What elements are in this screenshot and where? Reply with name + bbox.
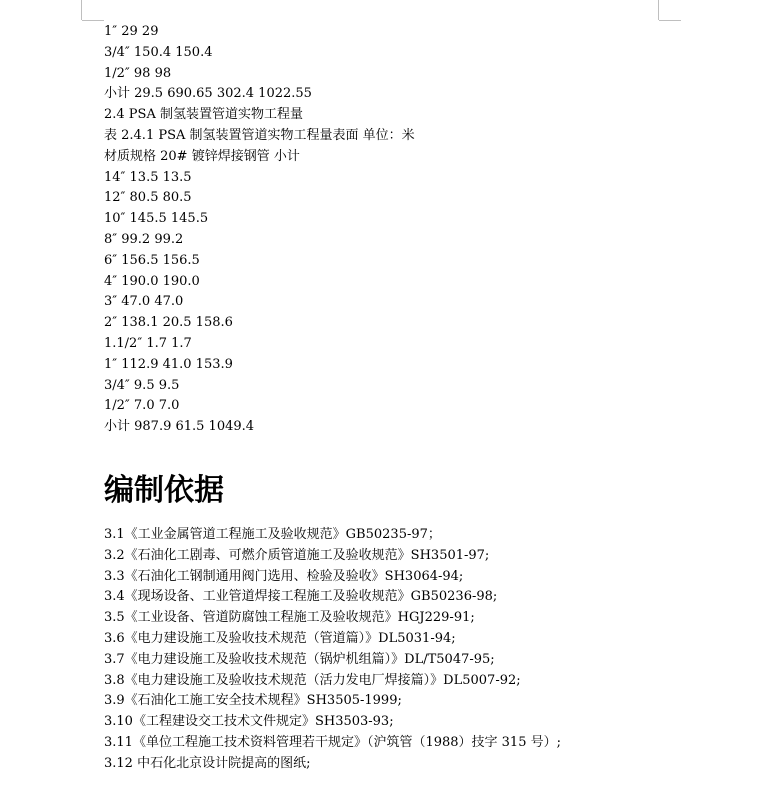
table-row-1-1-2in: 1.1/2″ 1.7 1.7 [104, 335, 192, 351]
crop-mark-top-left-horizontal [82, 20, 104, 21]
crop-mark-top-left-vertical [81, 0, 82, 20]
table-row-8in: 8″ 99.2 99.2 [104, 231, 184, 247]
table-row-10in: 10″ 145.5 145.5 [104, 211, 209, 227]
table-row-1-2in: 1/2″ 7.0 7.0 [104, 398, 180, 414]
basis-item-3-2: 3.2《石油化工剧毒、可燃介质管道施工及验收规范》SH3501-97; [104, 547, 490, 563]
table-row-12in: 12″ 80.5 80.5 [104, 190, 192, 206]
table-row-14in: 14″ 13.5 13.5 [104, 169, 192, 185]
basis-item-3-10: 3.10《工程建设交工技术文件规定》SH3503-93; [104, 714, 394, 730]
basis-item-3-3: 3.3《石油化工钢制通用阀门选用、检验及验收》SH3064-94; [104, 568, 464, 584]
table-2-4-1-caption: 表 2.4.1 PSA 制氢装置管道实物工程量表面 单位：米 [104, 127, 415, 143]
section-heading-basis: 编制依据 [104, 472, 224, 508]
table-row-4in: 4″ 190.0 190.0 [104, 273, 200, 289]
table-subtotal: 小计 987.9 61.5 1049.4 [104, 419, 255, 435]
paragraph-gap [104, 438, 704, 471]
basis-item-3-11: 3.11《单位工程施工技术资料管理若干规定》（沪筑管（1988）技字 315 号）; [104, 734, 561, 750]
document-page [104, 22, 704, 775]
basis-item-3-1: 3.1《工业金属管道工程施工及验收规范》GB50235-97； [104, 526, 441, 542]
basis-item-3-6: 3.6《电力建设施工及验收技术规范（管道篇）》DL5031-94; [104, 630, 456, 646]
section-2-4-title: 2.4 PSA 制氢装置管道实物工程量 [104, 107, 303, 123]
basis-item-3-9: 3.9《石油化工施工安全技术规程》SH3505-1999; [104, 693, 402, 709]
table-row-3in: 3″ 47.0 47.0 [104, 294, 184, 310]
pipe-line-1in: 1″ 29 29 [104, 24, 159, 39]
pipe-line-3-4in: 3/4″ 150.4 150.4 [104, 44, 213, 60]
basis-item-3-8: 3.8《电力建设施工及验收技术规范（活力发电厂焊接篇）》DL5007-92; [104, 672, 521, 688]
table-row-3-4in: 3/4″ 9.5 9.5 [104, 377, 180, 393]
pipe-line-1-2in: 1/2″ 98 98 [104, 65, 172, 81]
basis-item-3-5: 3.5《工业设备、管道防腐蚀工程施工及验收规范》HGJ229-91; [104, 610, 475, 626]
basis-item-3-7: 3.7《电力建设施工及验收技术规范（锅炉机组篇）》DL/T5047-95; [104, 651, 495, 667]
basis-item-3-12: 3.12 中石化北京设计院提高的图纸; [104, 755, 311, 771]
table-row-6in: 6″ 156.5 156.5 [104, 252, 200, 268]
basis-item-3-4: 3.4《现场设备、工业管道焊接工程施工及验收规范》GB50236-98; [104, 589, 498, 605]
crop-mark-top-right-vertical [658, 0, 659, 20]
table-row-1in: 1″ 112.9 41.0 153.9 [104, 356, 233, 372]
pipe-subtotal: 小计 29.5 690.65 302.4 1022.55 [104, 86, 312, 102]
table-header-row: 材质规格 20# 镀锌焊接钢管 小计 [104, 148, 300, 164]
table-row-2in: 2″ 138.1 20.5 158.6 [104, 315, 233, 331]
crop-mark-top-right-horizontal [659, 20, 681, 21]
